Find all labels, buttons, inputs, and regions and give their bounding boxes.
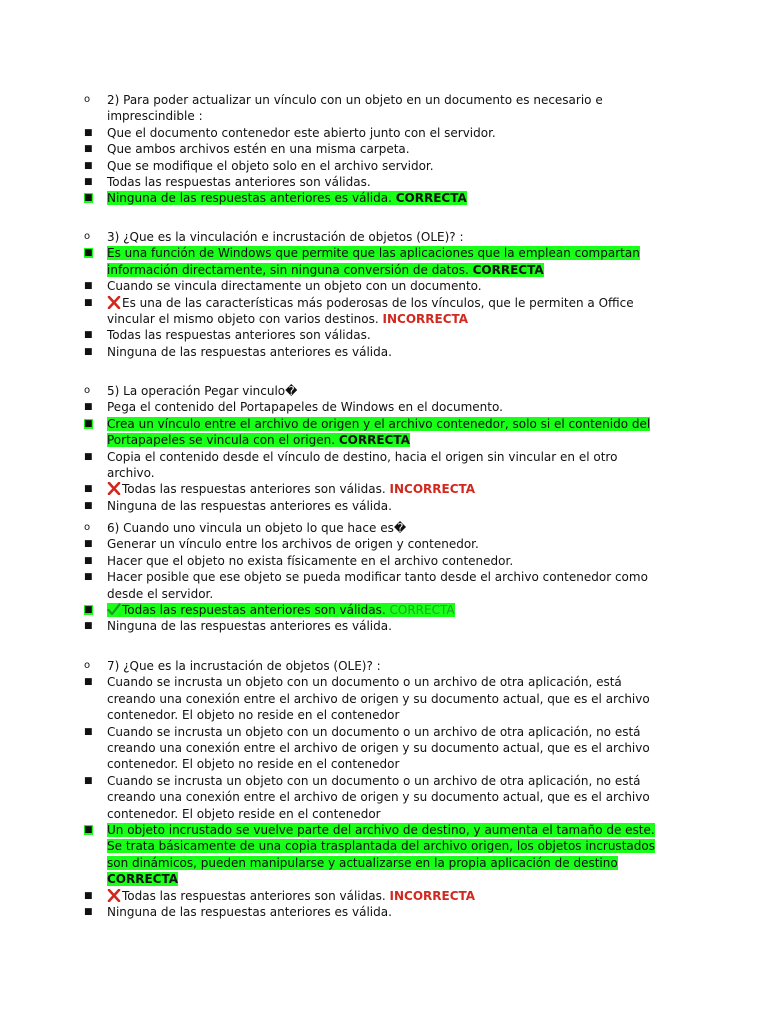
answer-item (84, 888, 664, 904)
answer-body (107, 554, 513, 568)
question-prompt-line (84, 92, 664, 125)
correct-label: CORRECTA (107, 872, 179, 887)
square-bullet-icon: ■ (84, 825, 93, 836)
question-prompt: 2) Para poder actualizar un vínculo con un objeto en un documento es necesario e imprescindible : (107, 93, 603, 124)
answer-body (107, 400, 503, 414)
answer-item (84, 481, 664, 497)
answer-item (84, 536, 664, 552)
circle-bullet-icon: o (84, 231, 91, 242)
square-bullet-icon: ■ (84, 193, 93, 204)
square-bullet-icon: ■ (84, 484, 93, 495)
answer-body (107, 619, 392, 633)
answer-body (107, 675, 650, 722)
square-bullet-icon: ■ (84, 346, 93, 357)
answer-text: Ninguna de las respuestas anteriores es válida. (107, 619, 392, 634)
answer-body (107, 175, 371, 189)
answer-text: Cuando se vincula directamente un objeto con un documento. (107, 279, 482, 294)
answer-item (84, 278, 664, 294)
answer-body (107, 159, 434, 173)
answer-item (84, 174, 664, 190)
answer-text: Hacer posible que ese objeto se pueda modificar tanto desde el archivo contenedor como desde el servidor. (107, 570, 648, 601)
answer-item (84, 327, 664, 343)
answer-text: Hacer que el objeto no exista físicamente en el archivo contenedor. (107, 553, 514, 568)
answer-item (84, 344, 664, 360)
answer-text: Un objeto incrustado se vuelve parte del archivo de destino, y aumenta el tamaño de este. Se trata básicamente de una copia trasplantada del archivo origen, los objetos incrustados son dinámicos, pueden manipularse y actualizarse en la propia aplicación de destino (107, 823, 655, 870)
square-bullet-icon: ■ (84, 555, 93, 566)
answer-text: Ninguna de las respuestas anteriores es válida. (107, 905, 392, 920)
answer-body (107, 296, 634, 326)
square-bullet-icon: ■ (84, 605, 93, 616)
answer-text: Todas las respuestas anteriores son válidas. (107, 328, 371, 343)
answer-item (84, 190, 664, 206)
incorrect-label: INCORRECTA (382, 312, 469, 327)
answer-item (84, 498, 664, 514)
incorrect-label: INCORRECTA (389, 888, 476, 903)
incorrect-label: INCORRECTA (389, 482, 476, 497)
answer-item (84, 295, 664, 328)
square-bullet-icon: ■ (84, 890, 93, 901)
answer-body (107, 450, 617, 480)
question-block (84, 520, 664, 635)
answer-text: Cuando se incrusta un objeto con un documento o un archivo de otra aplicación, está creando una conexión entre el archivo de origen y su documento actual, que es el archivo contenedor. El objeto no reside en el contenedor (107, 675, 650, 723)
question-prompt-line (84, 520, 664, 536)
square-bullet-icon: ■ (84, 775, 93, 786)
answer-body (107, 570, 648, 600)
square-bullet-icon: ■ (84, 907, 93, 918)
answer-item (84, 449, 664, 482)
question-prompt: 7) ¿Que es la incrustación de objetos (OLE)? : (107, 659, 381, 673)
answer-text: Todas las respuestas anteriores son válidas. (107, 175, 371, 190)
question-block (84, 383, 664, 514)
answer-body (107, 328, 371, 342)
cross-icon (107, 482, 121, 495)
question-prompt-line (84, 658, 664, 674)
answer-text: Todas las respuestas anteriores son válidas. (122, 888, 386, 903)
answer-text: Crea un vínculo entre el archivo de origen y el archivo contenedor, solo si el contenido del Portapapeles se vincula con el origen. (107, 416, 651, 448)
square-bullet-icon: ■ (84, 539, 93, 550)
circle-bullet-icon: o (84, 660, 91, 671)
answer-item (84, 904, 664, 920)
answer-body (107, 142, 410, 156)
answer-item (84, 158, 664, 174)
answer-item (84, 618, 664, 634)
correct-label: CORRECTA (395, 191, 467, 206)
square-bullet-icon: ■ (84, 144, 93, 155)
correct-label: CORRECTA (472, 262, 544, 277)
answer-body (107, 905, 392, 919)
answer-body (107, 499, 392, 513)
square-bullet-icon: ■ (84, 248, 93, 259)
answer-text: Ninguna de las respuestas anteriores es válida. (107, 498, 392, 513)
correct-label: CORRECTA (389, 603, 455, 618)
question-block (84, 229, 664, 360)
correct-label: CORRECTA (338, 433, 410, 448)
answer-item (84, 125, 664, 141)
answer-body (107, 246, 640, 276)
square-bullet-icon: ■ (84, 451, 93, 462)
answer-body (107, 191, 467, 205)
answer-item (84, 553, 664, 569)
answer-text: Todas las respuestas anteriores son válidas. (122, 603, 386, 618)
square-bullet-icon: ■ (84, 177, 93, 188)
question-prompt: 6) Cuando uno vincula un objeto lo que hace es� (107, 521, 407, 535)
answer-body (107, 126, 496, 140)
answer-text: Ninguna de las respuestas anteriores es válida. (107, 344, 392, 359)
question-prompt-line (84, 229, 664, 245)
answer-item (84, 569, 664, 602)
answer-body (107, 823, 655, 886)
square-bullet-icon: ■ (84, 330, 93, 341)
square-bullet-icon: ■ (84, 281, 93, 292)
answer-body (107, 482, 475, 496)
question-block (84, 92, 664, 207)
answer-text: Copia el contenido desde el vínculo de destino, hacia el origen sin vincular en el otro archivo. (107, 449, 618, 481)
answer-text: Es una de las características más poderosas de los vínculos, que le permiten a Office vincular el mismo objeto con varios destinos. (107, 295, 634, 327)
answer-text: Cuando se incrusta un objeto con un documento o un archivo de otra aplicación, no está creando una conexión entre el archivo de origen y su documento actual, que es el archivo contenedor. El objeto no reside en el contenedor (107, 724, 650, 772)
answer-item (84, 141, 664, 157)
answer-item (84, 674, 664, 723)
circle-bullet-icon: o (84, 522, 91, 533)
answer-item (84, 822, 664, 888)
answer-body (107, 603, 455, 617)
answer-item (84, 773, 664, 822)
square-bullet-icon: ■ (84, 297, 93, 308)
square-bullet-icon: ■ (84, 726, 93, 737)
answer-body (107, 417, 650, 447)
square-bullet-icon: ■ (84, 418, 93, 429)
answer-body (107, 345, 392, 359)
question-prompt-line (84, 383, 664, 399)
answer-body (107, 279, 482, 293)
answer-text: Cuando se incrusta un objeto con un documento o un archivo de otra aplicación, no está creando una conexión entre el archivo de origen y su documento actual, que es el archivo contenedor. El objeto reside en el contenedor (107, 773, 650, 821)
answer-text: Es una función de Windows que permite que las aplicaciones que la emplean compartan información directamente, sin ninguna conversión de datos. (107, 246, 640, 277)
answer-text: Que ambos archivos estén en una misma carpeta. (107, 142, 410, 157)
answer-body (107, 774, 650, 821)
square-bullet-icon: ■ (84, 127, 93, 138)
answer-body (107, 889, 475, 903)
answer-text: Generar un vínculo entre los archivos de origen y contenedor. (107, 537, 479, 552)
answer-text: Todas las respuestas anteriores son válidas. (122, 482, 386, 497)
answer-body (107, 537, 479, 551)
answer-text: Pega el contenido del Portapapeles de Windows en el documento. (107, 400, 503, 415)
square-bullet-icon: ■ (84, 402, 93, 413)
answer-text: Que se modifique el objeto solo en el archivo servidor. (107, 158, 434, 173)
answer-item (84, 724, 664, 773)
square-bullet-icon: ■ (84, 677, 93, 688)
square-bullet-icon: ■ (84, 621, 93, 632)
square-bullet-icon: ■ (84, 500, 93, 511)
square-bullet-icon: ■ (84, 572, 93, 583)
square-bullet-icon: ■ (84, 160, 93, 171)
answer-item (84, 416, 664, 449)
cross-icon (107, 296, 121, 309)
answer-text: Ninguna de las respuestas anteriores es válida. (107, 191, 392, 206)
question-prompt: 5) La operación Pegar vinculo� (107, 384, 298, 398)
circle-bullet-icon: o (84, 94, 91, 105)
check-icon (107, 603, 121, 616)
question-prompt: 3) ¿Que es la vinculación e incrustación de objetos (OLE)? : (107, 230, 464, 244)
question-block (84, 658, 664, 921)
answer-item (84, 245, 664, 278)
answer-text: Que el documento contenedor este abierto junto con el servidor. (107, 125, 496, 140)
answer-body (107, 725, 650, 772)
answer-item (84, 602, 664, 618)
answer-item (84, 399, 664, 415)
circle-bullet-icon: o (84, 385, 91, 396)
cross-icon (107, 889, 121, 902)
